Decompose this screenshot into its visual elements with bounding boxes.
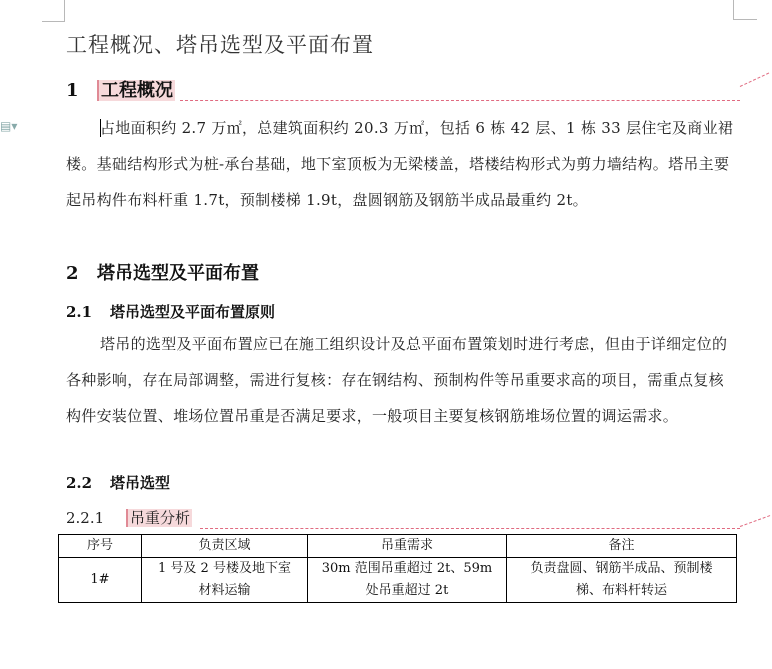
table-header-row [59,535,737,558]
cell-line: 负责盘圆、钢筋半成品、预制楼 [530,561,713,576]
section-1-paragraph[interactable]: 占地面积约 2.7 万㎡，总建筑面积约 20.3 万㎡，包括 6 栋 42 层、1 栋 33 层住宅及商业裙楼。基础结构形式为桩-承台基础，地下室顶板为无梁楼盖，塔楼结构形式为剪力墙结构。塔吊主要起吊构件布料杆重 1.7t，预制楼梯 1.9t，盘圆钢筋及钢筋半成品最重约 2t。 [66,119,734,209]
revision-dashed-line [200,528,740,529]
heading-text: 吊重分析 [126,509,192,527]
revision-dashed-line-tail [740,515,770,527]
revision-dashed-line [180,100,740,101]
heading-section-1 [66,76,175,102]
heading-section-2 [66,259,259,285]
revision-dashed-line-tail [740,73,769,87]
table-header-cell: 序号 [59,535,142,558]
heading-section-2-2-1 [66,507,192,528]
cell-line: 1 号及 2 号楼及地下室 [158,561,291,576]
crop-mark-top-right [733,0,734,20]
table-cell: 1# [59,558,142,603]
table-header-cell: 备注 [507,535,737,558]
cell-line: 30m 范围吊重超过 2t、59m [321,561,493,576]
table-cell [507,558,737,603]
table-header-cell: 吊重需求 [308,535,507,558]
document-icon[interactable]: ▤▾ [0,119,18,133]
heading-text: 塔吊选型及平面布置 [97,263,259,284]
cell-line: 梯、布料杆转运 [575,583,667,598]
heading-number: 2.2 [66,474,93,492]
heading-section-2-2 [66,472,170,493]
heading-text: 塔吊选型及平面布置原则 [110,303,276,321]
crop-mark-top-right-h [733,19,757,20]
heading-text: 塔吊选型 [110,474,171,492]
heading-number: 2 [66,263,79,284]
cell-line: 材料运输 [198,583,251,598]
table-header-cell: 负责区域 [142,535,308,558]
heading-text: 工程概况 [97,80,175,101]
crop-mark-top-left [64,0,65,22]
table-row [59,558,737,603]
heading-section-2-1 [66,301,275,322]
crane-load-table [58,534,737,603]
document-title: 工程概况、塔吊选型及平面布置 [66,33,374,57]
cell-line: 处吊重超过 2t [365,583,449,598]
heading-number: 2.1 [66,303,93,321]
section-2-1-paragraph[interactable]: 塔吊的选型及平面布置应已在施工组织设计及总平面布置策划时进行考虑，但由于详细定位的各种影响，存在局部调整，需进行复核：存在钢结构、预制构件等吊重要求高的项目，需重点复核构件安装位置、堆场位置吊重是否满足要求，一般项目主要复核钢筋堆场位置的调运需求。 [66,335,728,425]
table-cell [142,558,308,603]
table-cell [308,558,507,603]
heading-number: 2.2.1 [66,509,105,527]
heading-number: 1 [66,80,79,101]
crop-mark-top-left-h [42,21,65,22]
